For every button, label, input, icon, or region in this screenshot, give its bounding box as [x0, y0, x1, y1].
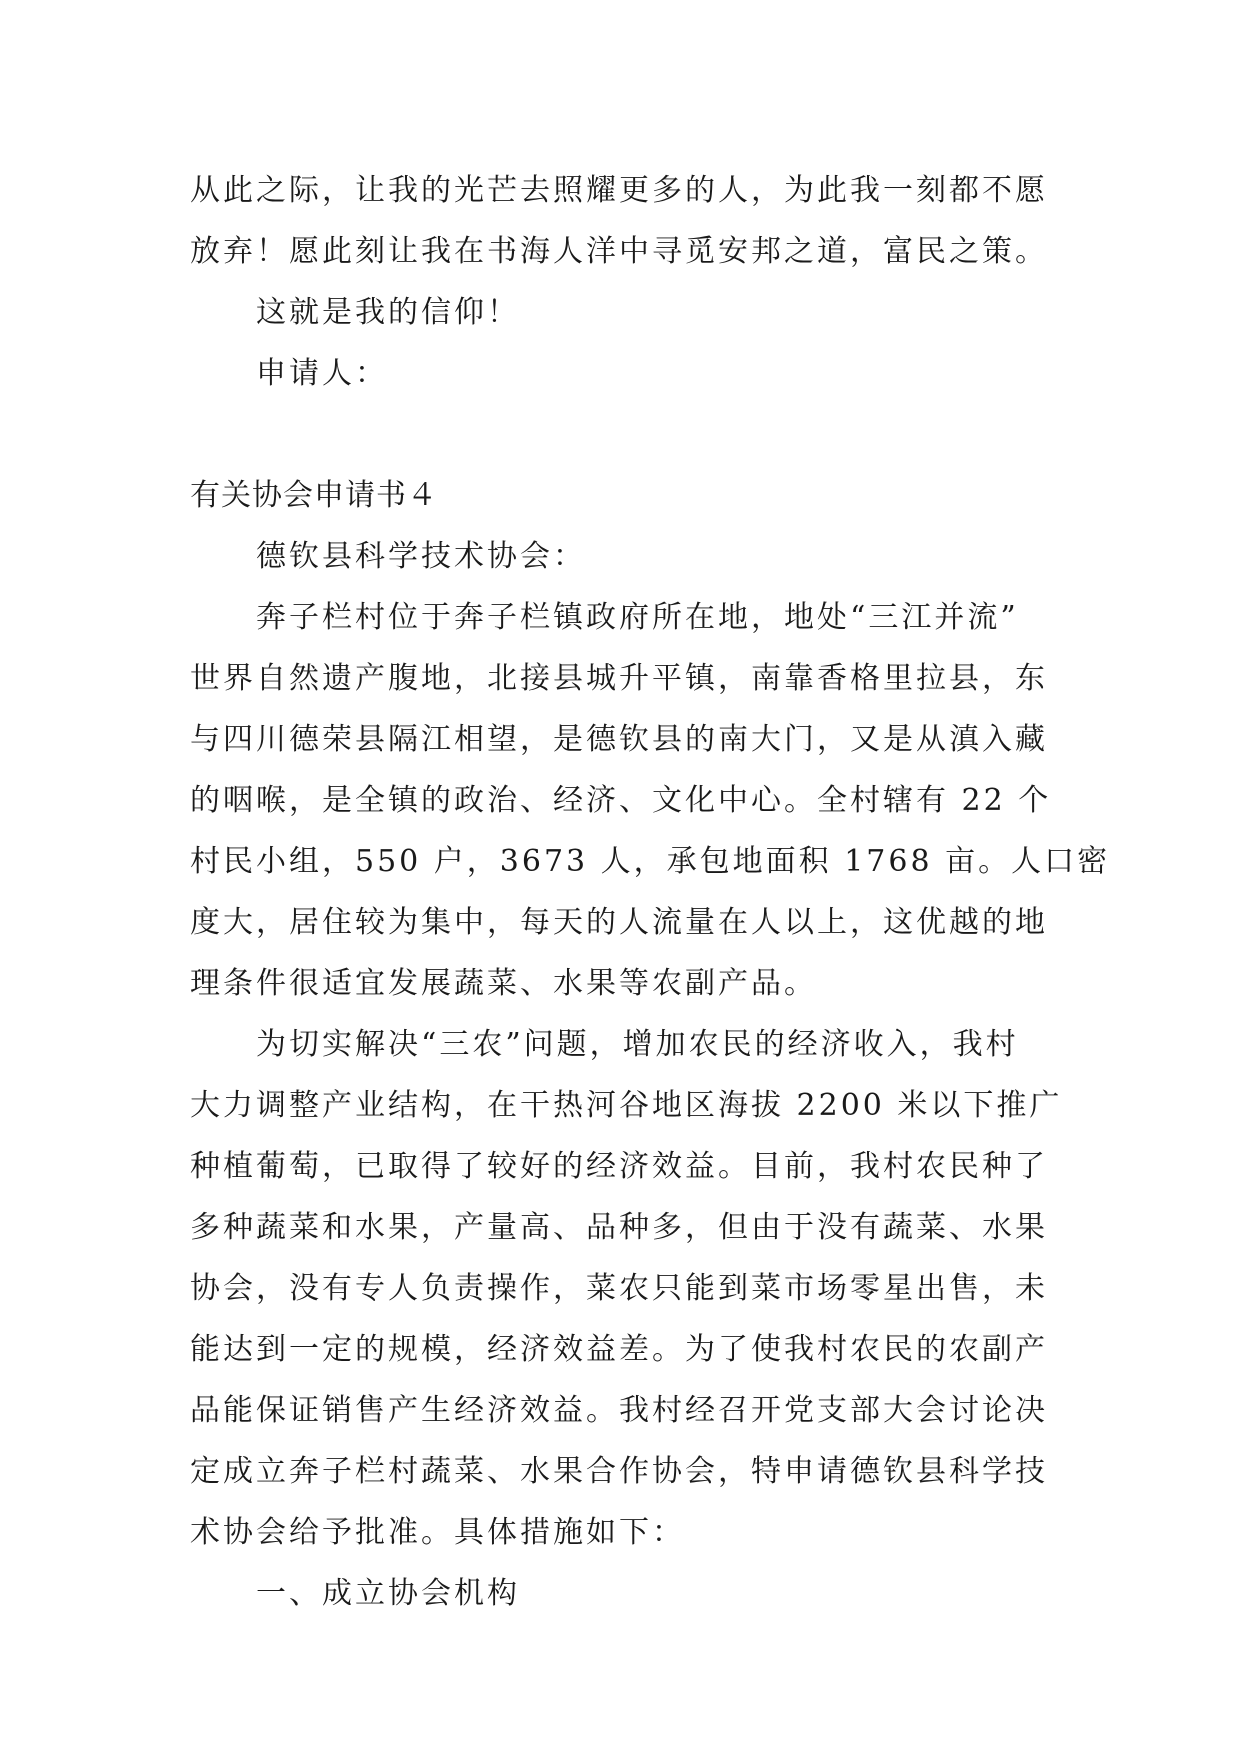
text-line: 种植葡萄，已取得了较好的经济效益。目前，我村农民种了	[190, 1149, 1048, 1184]
text-line: 度大，居住较为集中，每天的人流量在人以上，这优越的地	[190, 905, 1048, 940]
text-line: 大力调整产业结构，在干热河谷地区海拔 2200 米以下推广	[190, 1088, 1063, 1123]
text-line: 奔子栏村位于奔子栏镇政府所在地，地处“三江并流”	[256, 600, 1019, 635]
text-line: 多种蔬菜和水果，产量高、品种多，但由于没有蔬菜、水果	[190, 1210, 1048, 1245]
text-line: 这就是我的信仰！	[256, 295, 520, 330]
text-line: 世界自然遗产腹地，北接县城升平镇，南靠香格里拉县，东	[190, 661, 1048, 696]
text-line: 协会，没有专人负责操作，菜农只能到菜市场零星出售，未	[190, 1271, 1048, 1306]
text-line: 品能保证销售产生经济效益。我村经召开党支部大会讨论决	[190, 1393, 1048, 1428]
text-line: 术协会给予批准。具体措施如下：	[190, 1515, 685, 1550]
text-line: 为切实解决“三农”问题，增加农民的经济收入，我村	[256, 1027, 1019, 1062]
section-heading: 有关协会申请书４	[190, 478, 438, 513]
text-line: 从此之际，让我的光芒去照耀更多的人，为此我一刻都不愿	[190, 173, 1048, 208]
text-line: 村民小组，550 户，3673 人，承包地面积 1768 亩。人口密	[190, 844, 1111, 879]
text-line: 的咽喉，是全镇的政治、经济、文化中心。全村辖有 22 个	[190, 783, 1052, 818]
text-line: 能达到一定的规模，经济效益差。为了使我村农民的农副产	[190, 1332, 1048, 1367]
text-line: 定成立奔子栏村蔬菜、水果合作协会，特申请德钦县科学技	[190, 1454, 1048, 1489]
text-line: 理条件很适宜发展蔬菜、水果等农副产品。	[190, 966, 817, 1001]
document-body	[190, 160, 1111, 1624]
text-line: 一、成立协会机构	[256, 1576, 520, 1611]
text-line: 德钦县科学技术协会：	[256, 539, 586, 574]
text-line: 放弃！愿此刻让我在书海人洋中寻觅安邦之道，富民之策。	[190, 234, 1048, 269]
blank-line	[190, 404, 1060, 465]
text-line: 与四川德荣县隔江相望，是德钦县的南大门，又是从滇入藏	[190, 722, 1048, 757]
text-line: 申请人：	[256, 356, 388, 391]
